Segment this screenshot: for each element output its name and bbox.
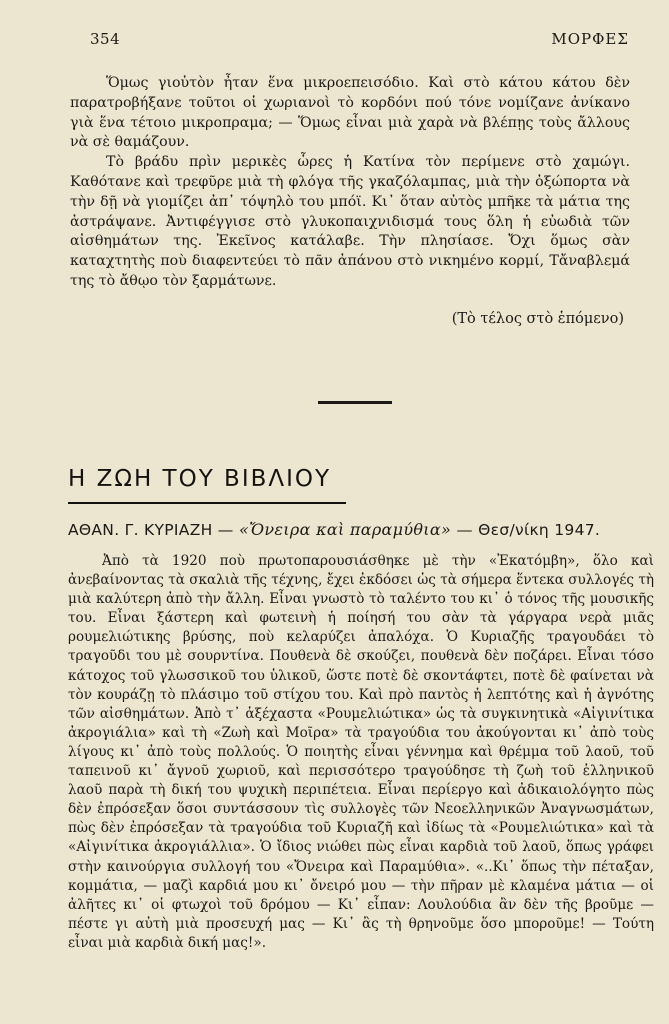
review-author: ΑΘΑΝ. Γ. ΚΥΡΙΑΖΗ — — [68, 521, 234, 539]
story-text — [70, 74, 630, 292]
magazine-title: ΜΟΡΦΕΣ — [551, 30, 629, 48]
review-work-title: «Ὄνειρα καὶ παραμύθια» — — [239, 520, 473, 539]
story-paragraph: Ὅμως γιοὐτὸν ἦταν ἕνα μικροεπεισόδιο. Καὶ στὸ κάτου κάτου δὲν παρατροβήξανε τοῦτοι οἱ χωριανοὶ τὸ κορδόνι πού τόνε νομίζανε ἀνίκανο γιὰ ἕνα τέτοιο μικροπραμα; — Ὅμως εἶναι μιὰ χαρὰ νὰ βλέπῃς τοὺς ἄλλους νὰ σὲ θαμάζουν. — [70, 75, 630, 151]
review-text — [68, 552, 654, 953]
review-place-year: Θεσ/νίκη 1947. — [478, 521, 601, 539]
review-title — [68, 520, 658, 539]
story-paragraph: Τὸ βράδυ πρὶν μερικὲς ὧρες ἡ Κατίνα τὸν περίμενε στὸ χαμώγι. Καθότανε καὶ τρεφῦρε μιὰ τὴ φλόγα τῆς γκαζόλαμπας, μιὰ τὴν ὀξώπορτα νὰ τὴν δῇ νὰ γιομίζει ἀπ᾽ τόψηλὸ του μπόϊ. Κι᾽ ὅταν αὐτὸς μπῆκε τὰ μάτια της ἀστράψανε. Ἀντιφέγγισε στὸ γλυκοπαιχνιδισμά τους ὅλη ἡ εὐωδιὰ τῶν αἰσθημάτων της. Ἐκεῖνος κατάλαβε. Τὴν πλησίασε. Ὄχι ὅμως σὰν καταχτητὴς ποὺ διαφεντεύει τὸ πᾶν ἀπάνου στὸ νικημένο κορμί, Τἄναβλεμά της τὸ ἄθῳο τὸν ξαρμάτωνε. — [70, 154, 630, 289]
page-number: 354 — [90, 30, 121, 48]
continued-note: (Τὸ τέλος στὸ ἑπόμενο) — [451, 311, 624, 327]
section-heading: Η ΖΩΗ ΤΟΥ ΒΙΒΛΙΟΥ — [68, 466, 332, 492]
section-divider — [318, 401, 392, 404]
review-paragraph: Ἀπὸ τὰ 1920 ποὺ πρωτοπαρουσιάσθηκε μὲ τὴν «Ἐκατόμβη», ὅλο καὶ ἀνεβαίνοντας τὰ σκαλιὰ τῆς τέχνης, ἔχει ἐκδόσει ὡς τὰ σήμερα ἕντεκα συλλογές τὴ μιὰ καλύτερη ἀπὸ τὴν ἄλλη. Εἶναι γνωστὸ τὸ ταλέντο του κι᾽ ὁ τόνος τῆς μουσικῆς του. Εἶναι ξάστερη καὶ φωτεινὴ ἡ ποίησή του σὰν τὰ γάργαρα νερὰ μιᾶς ρουμελιώτικης βρύσης, ποὺ κελαρύζει ἀπαλόχα. Ὁ Κυριαζῆς τραγουδάει τὸ τραγοῦδι του μὲ σουρντίνα. Πουθενὰ δὲ σκούζει, πουθενὰ δὲν ποζάρει. Εἶναι τόσο κάτοχος τοῦ γλωσσικοῦ του ὑλικοῦ, ὥστε ποτὲ δὲ σκοντάφτει, ποτὲ δὲ φαίνεται νὰ τὸν κουράζῃ τὸ πλάσιμο τοῦ στίχου του. Καὶ πρὸ παντὸς ἡ λεπτότης καὶ ἡ ἀγνότης τῶν αἰσθημάτων. Ἀπὸ τ᾽ ἀξέχαστα «Ρουμελιώτικα» ὡς τὰ συγκινητικὰ «Αἰγινίτικα ἀκρογιάλια» καὶ τὴ «Ζωὴ καὶ Μοῖρα» τὰ τραγούδια του ἀκούγονται κι᾽ ἀπὸ τοὺς λίγους κι᾽ ἀπὸ τοὺς πολλούς. Ὁ ποιητὴς εἶναι γέννημα καὶ θρέμμα τοῦ λαοῦ, τοῦ ταπεινοῦ κι᾽ ἄγνοῦ χωριοῦ, καὶ περισσότερο τραγούδησε τὴ ζωὴ τοῦ ἑλληνικοῦ λαοῦ παρὰ τὴ δική του ψυχικὴ περιπέτεια. Εἶναι περίεργο καὶ ἀδικαιολόγητο πὼς δὲν ἐπρόσεξαν ὅσοι συντάσσουν τὶς συλλογὲς τῶν Νεοελληνικῶν Ἀναγνωσμάτων, πὼς δὲν ἐπρόσεξαν τὰ τραγούδια τοῦ Κυριαζῆ καὶ ἰδίως τὰ «Ρουμελιώτικα» καὶ τὰ «Αἰγινίτικα ἀκρογιάλλια». Ὁ ἴδιος νιώθει πὼς εἶναι καρδιὰ τοῦ λαοῦ, ὅπως γράφει στὴν καινούργια συλλογή του «Ὄνειρα καὶ Παραμύθια». «..Κι᾽ ὅπως τὴν πέταξαν, κομμάτια, — μαζὶ καρδιά μου κι᾽ ὄνειρό μου — τὴν πῆραν μὲ κλαμένα μάτια — οἱ ἀλῆτες κι᾽ οἱ φτωχοὶ τοῦ δρόμου — Κι᾽ εἶπαν: Λουλούδια ἂν δὲν τῆς βροῦμε — πέστε γι αὐτὴ μιὰ προσευχή μας — Κι᾽ ἂς τὴ θρηνοῦμε ὅσο μποροῦμε! — Τούτη εἶναι μιὰ καρδιὰ δική μας!». — [68, 553, 654, 951]
section-heading-underline — [68, 502, 346, 504]
page-header — [90, 30, 629, 52]
